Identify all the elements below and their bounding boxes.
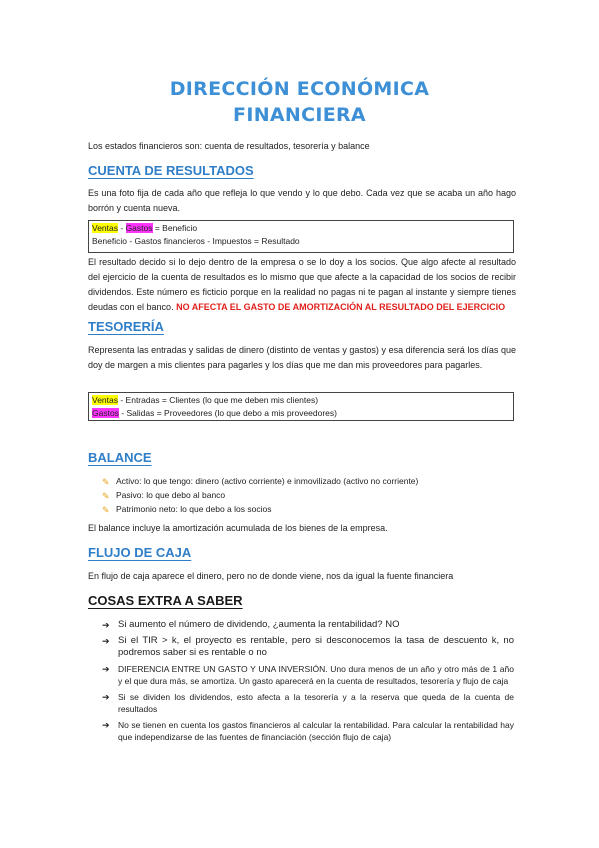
title-line-2: FINANCIERA (233, 104, 366, 126)
list-item: ✎ Pasivo: lo que debo al banco (102, 490, 226, 501)
gastos-highlight: Gastos (125, 223, 153, 233)
tesoreria-formula-line-2: Gastos - Salidas = Proveedores (lo que debo a mis proveedores) (92, 408, 337, 418)
heading-cosas-extra: COSAS EXTRA A SABER (88, 593, 243, 608)
arrow-right-icon: ➔ (102, 719, 110, 730)
list-item: ✎ Patrimonio neto: lo que debo a los socios (102, 504, 272, 515)
heading-tesoreria: TESORERÍA (88, 319, 164, 334)
heading-balance: BALANCE (88, 450, 152, 465)
cuenta-after-text: El resultado decido si lo dejo dentro de la empresa o se lo doy a los socios. Que algo afecte al resultado del ejercicio de la cuenta de resultados es lo mismo que que afecte a la capacidad de los socios de recibir dividendos. Este número es ficticio porque en la realidad no pagas ni te pagan al instante y siempre tienes deudas con el banco. NO AFECTA EL GASTO DE AMORTIZACIÓN AL RESULTADO DEL EJERCICIO (88, 257, 516, 312)
pencil-icon: ✎ (102, 491, 110, 501)
list-item: ➔ Si el TIR > k, el proyecto es rentable, pero si desconocemos la tasa de descuento k, no podremos saber si es rentable o no (102, 634, 514, 658)
arrow-right-icon: ➔ (102, 663, 110, 674)
tesoreria-formula-line-1: Ventas - Entradas = Clientes (lo que me deben mis clientes) (92, 395, 319, 405)
flujo-text: En flujo de caja aparece el dinero, pero no de donde viene, nos da igual la fuente financiera (88, 571, 454, 581)
tesoreria-text: Representa las entradas y salidas de dinero (distinto de ventas y gastos) y esa diferencia será los días que doy de margen a mis clientes para pagarles y los días que me dan mis proveedores para pagarles. (88, 345, 516, 370)
list-item: ➔ Si aumento el número de dividendo, ¿aumenta la rentabilidad? NO (102, 619, 400, 630)
extra-list (102, 619, 514, 747)
arrow-right-icon: ➔ (102, 635, 110, 646)
amortizacion-warning: NO AFECTA EL GASTO DE AMORTIZACIÓN AL RESULTADO DEL EJERCICIO (176, 302, 506, 312)
ventas-highlight: Ventas (92, 223, 118, 233)
title-line-1: DIRECCIÓN ECONÓMICA (169, 78, 430, 100)
list-item: ➔ DIFERENCIA ENTRE UN GASTO Y UNA INVERSIÓN. Uno dura menos de un año y otro más de 1 año y el que dura más, se amortiza. Un gasto aparecerá en la cuenta de resultados, tesorería y flujo de caja (102, 663, 514, 686)
pencil-icon: ✎ (102, 505, 110, 515)
tesoreria-formula-box (88, 392, 514, 421)
ventas-highlight: Ventas (92, 395, 118, 405)
list-item: ➔ No se tienen en cuenta los gastos financieros al calcular la rentabilidad. Para calcular la rentabilidad hay que independizarse de las fuentes de financiación (sección flujo de caja) (102, 719, 514, 742)
heading-cuenta-resultados: CUENTA DE RESULTADOS (88, 163, 254, 178)
arrow-right-icon: ➔ (102, 620, 110, 630)
gastos-highlight: Gastos (92, 408, 119, 418)
cuenta-formula-box (88, 220, 514, 253)
list-item: ➔ Si se dividen los dividendos, esto afecta a la tesorería y a la reserva que queda de la cuenta de resultados (102, 691, 514, 714)
heading-flujo-caja: FLUJO DE CAJA (88, 545, 192, 560)
balance-after-text: El balance incluye la amortización acumulada de los bienes de la empresa. (88, 523, 388, 533)
cuenta-formula-line-2: Beneficio - Gastos financieros - Impuestos = Resultado (92, 236, 300, 246)
page-title (0, 76, 599, 128)
cuenta-text: Es una foto fija de cada año que refleja lo que vendo y lo que debo. Cada vez que se acaba un año hago borrón y cuenta nueva. (88, 188, 516, 213)
arrow-right-icon: ➔ (102, 691, 110, 702)
cuenta-formula-line-1: Ventas - Gastos = Beneficio (92, 223, 198, 233)
intro-text: Los estados financieros son: cuenta de resultados, tesorería y balance (88, 141, 370, 151)
list-item: ✎ Activo: lo que tengo: dinero (activo corriente) e inmovilizado (activo no corriente) (102, 476, 419, 487)
pencil-icon: ✎ (102, 477, 110, 487)
balance-list (102, 474, 514, 516)
